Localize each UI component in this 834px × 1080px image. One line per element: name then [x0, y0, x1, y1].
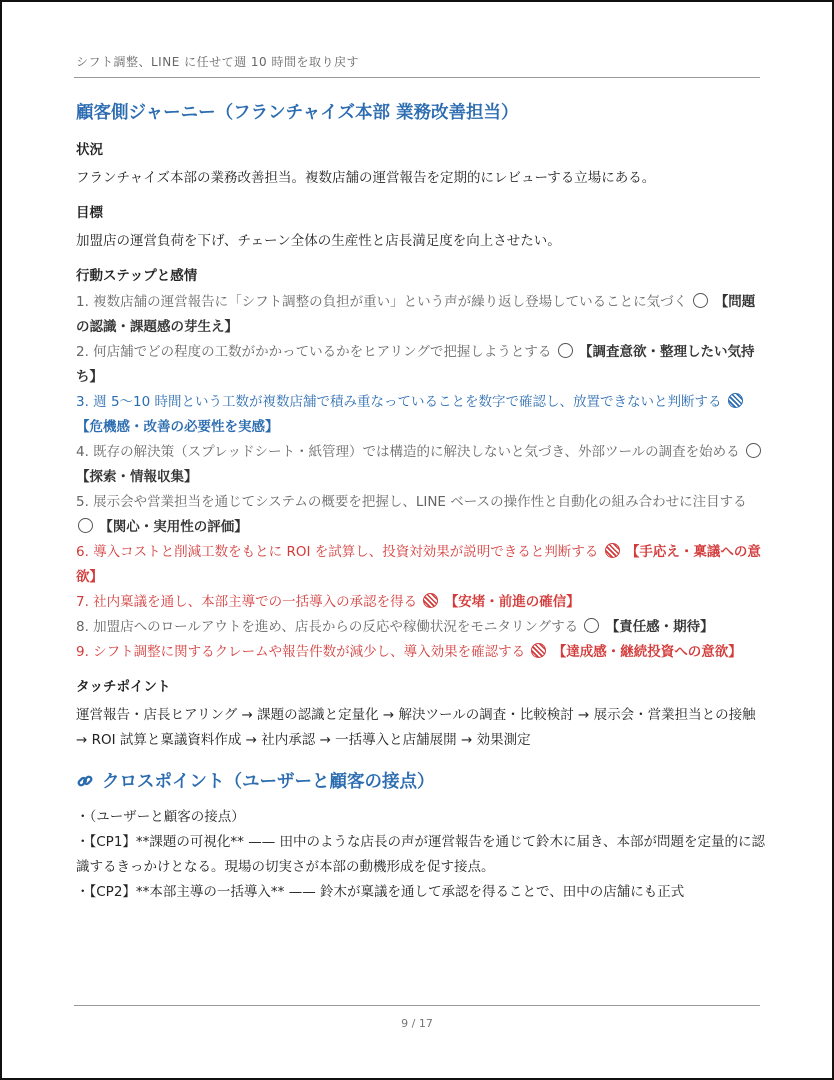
step-item — [76, 390, 766, 440]
cross-item: ・【CP1】**課題の可視化** —— 田中のような店長の声が運営報告を通じて鈴木に届き、本部が問題を定量的に認識するきっかけとなる。現場の切実さが本部の動機形成を促す接点。 — [76, 834, 765, 875]
running-header: シフト調整、LINE に任せて週 10 時間を取り戻す — [76, 55, 359, 69]
situation-text: フランチャイズ本部の業務改善担当。複数店舗の運営報告を定期的にレビューする立場にある。 — [76, 170, 656, 186]
link-icon — [76, 772, 94, 790]
emotion-hatched-circle-icon — [605, 543, 620, 558]
step-text: 3. 週 5〜10 時間という工数が複数店舗で積み重なっていることを数字で確認し、放置できないと判断する — [76, 394, 722, 410]
section-title: 顧客側ジャーニー（フランチャイズ本部 業務改善担当） — [76, 103, 519, 123]
step-text: 2. 何店舗でどの程度の工数がかかっているかをヒアリングで把握しようとする — [76, 344, 552, 360]
step-text: 9. シフト調整に関するクレームや報告件数が減少し、導入効果を確認する — [76, 644, 526, 660]
step-text: 8. 加盟店へのロールアウトを進め、店長からの反応や稼働状況をモニタリングする — [76, 619, 579, 635]
emotion-circle-icon — [746, 443, 761, 458]
page-content — [76, 100, 766, 905]
steps-list — [76, 290, 766, 665]
cross-title: クロスポイント（ユーザーと顧客の接点） — [102, 772, 435, 792]
step-emotion: 【安堵・前進の確信】 — [444, 594, 580, 610]
step-text: 5. 展示会や営業担当を通じてシステムの概要を把握し、LINE ベースの操作性と自動化の組み合わせに注目する — [76, 494, 747, 510]
footer-divider — [74, 1005, 760, 1006]
step-emotion: 【探索・情報収集】 — [76, 469, 198, 485]
step-text: 1. 複数店舗の運営報告に「シフト調整の負担が重い」という声が繰り返し登場していることに気づく — [76, 294, 688, 310]
step-emotion: 【関心・実用性の評価】 — [99, 519, 248, 535]
emotion-circle-icon — [693, 293, 708, 308]
step-item — [76, 640, 766, 665]
touchpoints-heading: タッチポイント — [76, 679, 171, 695]
cross-item: ・【CP2】**本部主導の一括導入** —— 鈴木が稟議を通して承認を得ることで、田中の店舗にも正式 — [76, 884, 685, 900]
step-text: 4. 既存の解決策（スプレッドシート・紙管理）では構造的に解決しないと気づき、外部ツールの調査を始める — [76, 444, 740, 460]
step-item — [76, 490, 766, 540]
page-number: 9 / 17 — [401, 1017, 433, 1030]
cross-title-row — [76, 769, 766, 795]
header-divider — [74, 77, 760, 78]
step-item — [76, 590, 766, 615]
step-emotion: 【責任感・期待】 — [605, 619, 714, 635]
step-text: 7. 社内稟議を通し、本部主導での一括導入の承認を得る — [76, 594, 418, 610]
cross-item: ・（ユーザーと顧客の接点） — [76, 809, 245, 825]
goal-heading: 目標 — [76, 205, 103, 221]
step-item — [76, 540, 766, 590]
step-emotion: 【問題の認識・課題感の芽生え】 — [76, 294, 756, 335]
emotion-circle-icon — [584, 618, 599, 633]
steps-heading: 行動ステップと感情 — [76, 268, 198, 284]
step-item — [76, 290, 766, 340]
situation-heading: 状況 — [76, 142, 103, 158]
cross-list — [76, 805, 766, 905]
step-item — [76, 615, 766, 640]
goal-text: 加盟店の運営負荷を下げ、チェーン全体の生産性と店長満足度を向上させたい。 — [76, 233, 561, 249]
touchpoints-text: 運営報告・店長ヒアリング → 課題の認識と定量化 → 解決ツールの調査・比較検討 → 展示会・営業担当との接触 → ROI 試算と稟議資料作成 → 社内承認 → 一括導入と店舗展開 → 効果測定 — [76, 707, 756, 748]
step-emotion: 【危機感・改善の必要性を実感】 — [76, 419, 279, 435]
step-item — [76, 340, 766, 390]
emotion-dotted-circle-icon — [728, 393, 743, 408]
emotion-circle-icon — [78, 518, 93, 533]
step-emotion: 【手応え・稟議への意欲】 — [76, 544, 761, 585]
step-emotion: 【達成感・継続投資への意欲】 — [552, 644, 742, 660]
step-item — [76, 440, 766, 490]
emotion-circle-icon — [558, 343, 573, 358]
step-emotion: 【調査意欲・整理したい気持ち】 — [76, 344, 755, 385]
emotion-hatched-circle-icon — [423, 593, 438, 608]
emotion-hatched-circle-icon — [531, 643, 546, 658]
step-text: 6. 導入コストと削減工数をもとに ROI を試算し、投資対効果が説明できると判断する — [76, 544, 599, 560]
